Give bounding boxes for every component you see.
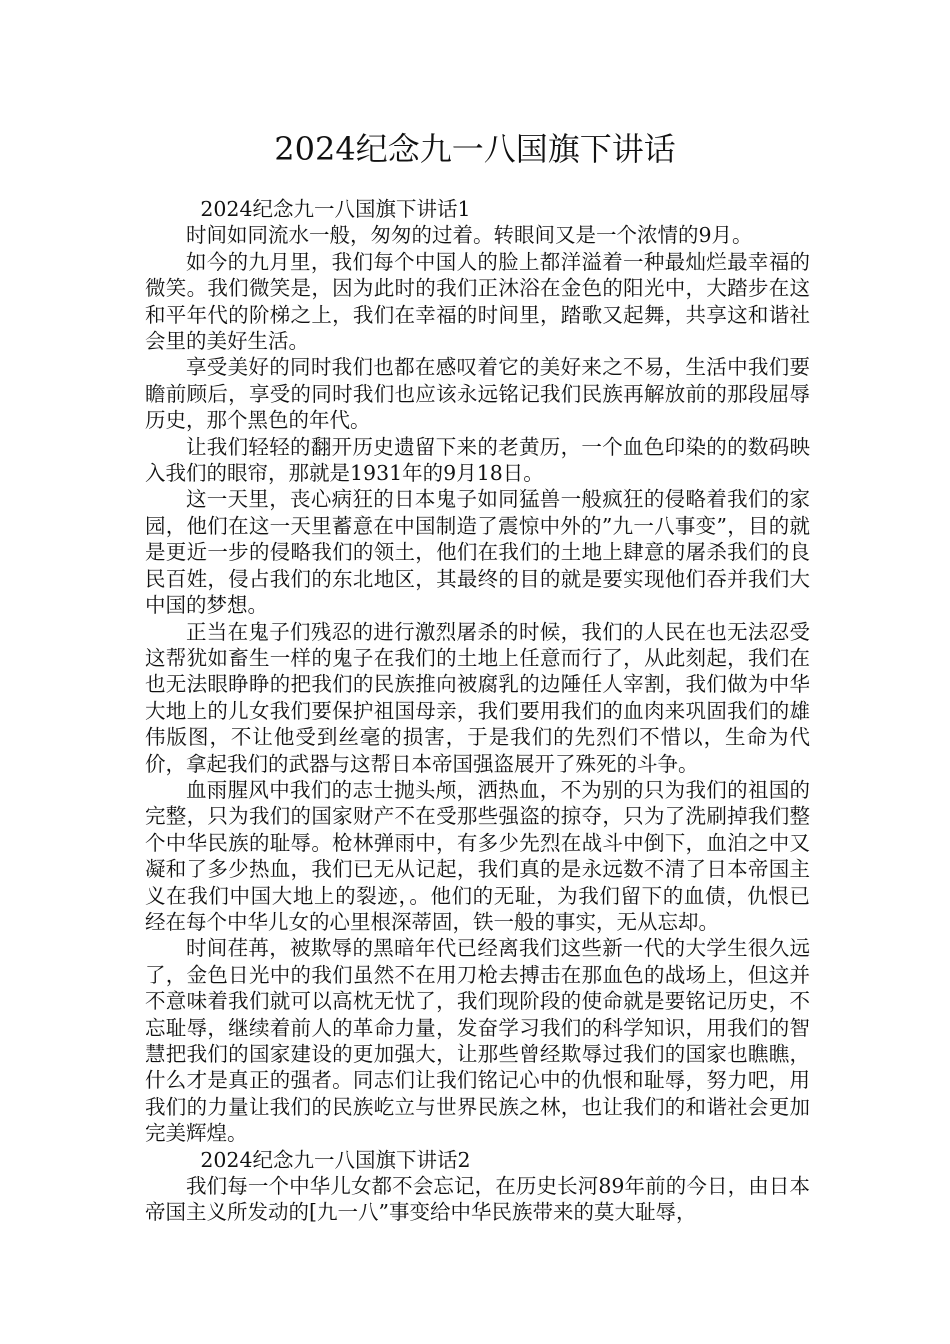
paragraph: 我们每一个中华儿女都不会忘记，在历史长河89年前的今日，由日本帝国主义所发动的[九一八”事变给中华民族带来的莫大耻辱， (145, 1174, 810, 1225)
paragraph: 时间荏苒，被欺辱的黑暗年代已经离我们这些新一代的大学生很久远了，金色日光中的我们虽然不在用刀枪去搏击在那血色的战场上，但这并不意味着我们就可以高枕无忧了，我们现阶段的使命就是要铭记历史，不忘耻辱，继续着前人的革命力量，发奋学习我们的科学知识，用我们的智慧把我们的国家建设的更加强大，让那些曾经欺辱过我们的国家也瞧瞧，什么才是真正的强者。同志们让我们铭记心中的仇恨和耻辱，努力吧，用我们的力量让我们的民族屹立与世界民族之林，也让我们的和谐社会更加完美辉煌。 (145, 936, 810, 1146)
paragraph: 血雨腥风中我们的志士抛头颅，洒热血，不为别的只为我们的祖国的完整，只为我们的国家财产不在受那些强盗的掠夺，只为了洗刷掉我们整个中华民族的耻辱。枪林弹雨中，有多少先烈在战斗中倒下，血泊之中又凝和了多少热血，我们已无从记起，我们真的是永远数不清了日本帝国主义在我们中国大地上的裂迹，。他们的无耻，为我们留下的血债，仇恨已经在每个中华儿女的心里根深蒂固，铁一般的事实，无从忘却。 (145, 777, 810, 934)
paragraph: 正当在鬼子们残忍的进行激烈屠杀的时候，我们的人民在也无法忍受这帮犹如畜生一样的鬼子在我们的土地上任意而行了，从此刻起，我们在也无法眼睁睁的把我们的民族推向被腐乳的边陲任人宰割，我们做为中华大地上的儿女我们要保护祖国母亲，我们要用我们的血肉来巩固我们的雄伟版图，不让他受到丝毫的损害，于是我们的先烈们不惜以，生命为代价，拿起我们的武器与这帮日本帝国强盗展开了殊死的斗争。 (145, 619, 810, 776)
paragraph: 这一天里，丧心病狂的日本鬼子如同猛兽一般疯狂的侵略着我们的家园，他们在这一天里蓄意在中国制造了震惊中外的”九一八事变”，目的就是更近一步的侵略我们的领土，他们在我们的土地上肆意的屠杀我们的良民百姓，侵占我们的东北地区，其最终的目的就是要实现他们吞并我们大中国的梦想。 (145, 487, 810, 618)
section-heading: 2024纪念九一八国旗下讲话1 (200, 197, 471, 221)
document-body (145, 196, 810, 1226)
document-title: 2024纪念九一八国旗下讲话 (274, 130, 676, 168)
paragraph: 如今的九月里，我们每个中国人的脸上都洋溢着一种最灿烂最幸福的微笑。我们微笑是，因为此时的我们正沐浴在金色的阳光中，大踏步在这和平年代的阶梯之上，我们在幸福的时间里，踏歌又起舞，共享这和谐社会里的美好生活。 (145, 249, 810, 354)
section-heading: 2024纪念九一八国旗下讲话2 (200, 1147, 471, 1172)
paragraph: 让我们轻轻的翻开历史遗留下来的老黄历，一个血色印染的的数码映入我们的眼帘，那就是1931年的9月18日。 (145, 434, 810, 486)
paragraph: 时间如同流水一般，匆匆的过着。转眼间又是一个浓情的9月。 (186, 223, 753, 248)
paragraph: 享受美好的同时我们也都在感叹着它的美好来之不易，生活中我们要瞻前顾后，享受的同时我们也应该永远铭记我们民族再解放前的那段屈辱历史，那个黑色的年代。 (145, 355, 810, 433)
